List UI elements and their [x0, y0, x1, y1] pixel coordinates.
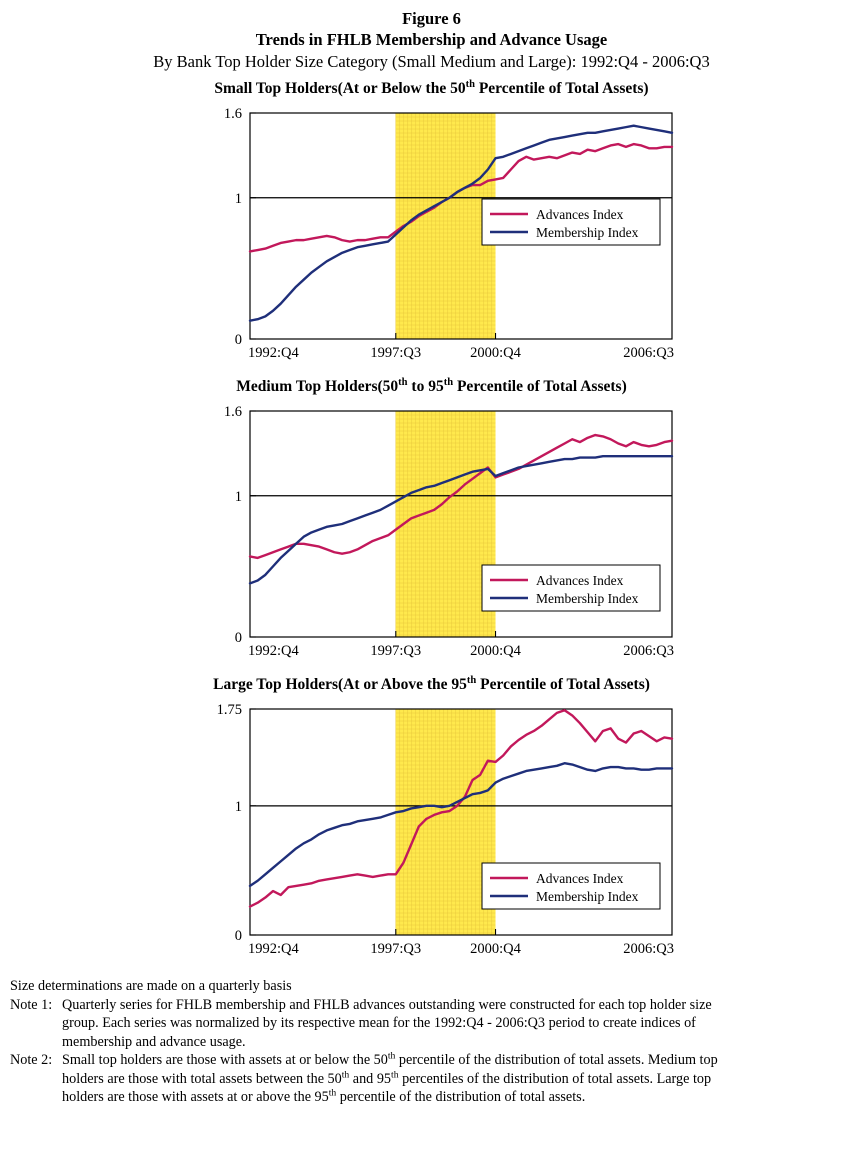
y-tick-label: 1	[234, 190, 242, 207]
y-tick-label: 0	[234, 928, 242, 944]
panel-title-large	[0, 675, 863, 695]
panel-title-large-paren-post: Percentile of Total Assets)	[476, 676, 650, 693]
y-tick-label: 1	[234, 488, 242, 505]
legend	[482, 863, 660, 909]
x-tick-label: 2000:Q4	[469, 643, 521, 659]
x-tick-label: 2006:Q3	[622, 643, 674, 659]
notes-block	[10, 977, 855, 1107]
note-2-a-sup: th	[387, 1050, 396, 1062]
note-1-b: group. Each series was normalized by its respective mean for the 1992:Q4 - 2006:Q3 period to create indices of	[62, 1015, 696, 1031]
x-tick-label: 1992:Q4	[247, 941, 299, 957]
plot-medium	[172, 397, 692, 669]
x-tick-label: 2006:Q3	[622, 345, 674, 361]
panel-title-medium	[0, 377, 863, 397]
chart-small	[172, 99, 692, 371]
panel-title-medium-paren-mid: to 95	[407, 378, 444, 395]
legend	[482, 199, 660, 245]
note-2-b-pre: holders are those with total assets between the 50	[62, 1070, 342, 1087]
x-tick-label: 1997:Q3	[369, 643, 421, 659]
panel-title-large-paren-pre: (At or Above the 95	[338, 676, 467, 693]
note-1-c: membership and advance usage.	[62, 1033, 246, 1050]
note-1-a: Quarterly series for FHLB membership and FHLB advances outstanding were constructed for each top holder size	[62, 996, 712, 1013]
panel-title-medium-paren-pre: (50	[377, 378, 399, 395]
note-2-c	[10, 1088, 855, 1107]
chart-large	[172, 695, 692, 967]
panel-title-small-sup: th	[465, 78, 475, 90]
note-2-c-sup: th	[328, 1087, 337, 1099]
panel-small-top-holders	[0, 79, 863, 371]
y-tick-label: 1.75	[216, 702, 242, 718]
y-tick-label: 1.6	[223, 106, 242, 122]
x-tick-label: 1997:Q3	[369, 345, 421, 361]
figure-title: Trends in FHLB Membership and Advance Usage	[255, 30, 608, 49]
note-1	[10, 996, 855, 1015]
figure-subtitle: By Bank Top Holder Size Category (Small Medium and Large): 1992:Q4 - 2006:Q3	[153, 52, 710, 71]
x-tick-label: 2000:Q4	[469, 345, 521, 361]
panel-title-medium-sup: th	[398, 376, 408, 388]
x-tick-label: 1992:Q4	[247, 643, 299, 659]
note-2-c-pre: holders are those with assets at or above the 95	[62, 1089, 329, 1105]
y-tick-label: 1	[234, 798, 242, 815]
plot-large	[172, 695, 692, 967]
plot-small	[172, 99, 692, 371]
panel-medium-top-holders	[0, 377, 863, 669]
panel-title-small-main: Small Top Holders	[214, 80, 338, 97]
legend-item-membership-label: Membership Index	[535, 225, 638, 240]
panel-large-top-holders	[0, 675, 863, 967]
legend-item-membership-label: Membership Index	[535, 591, 638, 606]
note-2-c-post: percentile of the distribution of total assets.	[336, 1089, 586, 1105]
panel-title-small-paren-pre: (At or Below the 50	[337, 80, 466, 97]
legend-item-advances-label: Advances Index	[535, 207, 623, 222]
note-2-label: Note 2:	[10, 1052, 53, 1068]
panel-title-large-main: Large Top Holders	[213, 676, 338, 693]
note-2-b-mid: and 95	[349, 1070, 392, 1087]
note-1-label: Note 1:	[10, 996, 53, 1013]
note-2-a-pre: Small top holders are those with assets at or below the 50	[62, 1052, 388, 1068]
figure-label: Figure 6	[402, 9, 461, 28]
legend-item-advances-label: Advances Index	[535, 573, 623, 588]
x-tick-label: 1997:Q3	[369, 941, 421, 957]
y-tick-label: 0	[234, 332, 242, 348]
note-2-b-post: percentiles of the distribution of total assets. Large top	[398, 1070, 712, 1087]
legend-item-membership-label: Membership Index	[535, 889, 638, 904]
x-tick-label: 2006:Q3	[622, 941, 674, 957]
note-2-b	[10, 1070, 855, 1089]
legend	[482, 565, 660, 611]
x-tick-label: 1992:Q4	[247, 345, 299, 361]
panel-title-medium-paren-post: Percentile of Total Assets)	[453, 378, 627, 395]
note-2-a-mid: percentile of the distribution of total assets. Medium top	[395, 1052, 718, 1068]
note-2-b-sup: th	[341, 1068, 350, 1080]
y-tick-label: 0	[234, 630, 242, 646]
x-tick-label: 2000:Q4	[469, 941, 521, 957]
note-2	[10, 1051, 855, 1070]
panel-title-large-sup: th	[466, 674, 477, 686]
legend-item-advances-label: Advances Index	[535, 871, 623, 886]
y-tick-label: 1.6	[223, 404, 242, 420]
panel-title-small	[0, 79, 863, 99]
chart-medium	[172, 397, 692, 669]
note-line-0: Size determinations are made on a quarterly basis	[10, 978, 292, 994]
note-2-b-sup2: th	[391, 1068, 399, 1080]
panel-title-medium-main: Medium Top Holders	[236, 378, 378, 395]
figure-header	[0, 0, 863, 73]
panel-title-medium-sup2: th	[443, 376, 454, 388]
panel-title-small-paren-post: Percentile of Total Assets)	[474, 80, 649, 97]
